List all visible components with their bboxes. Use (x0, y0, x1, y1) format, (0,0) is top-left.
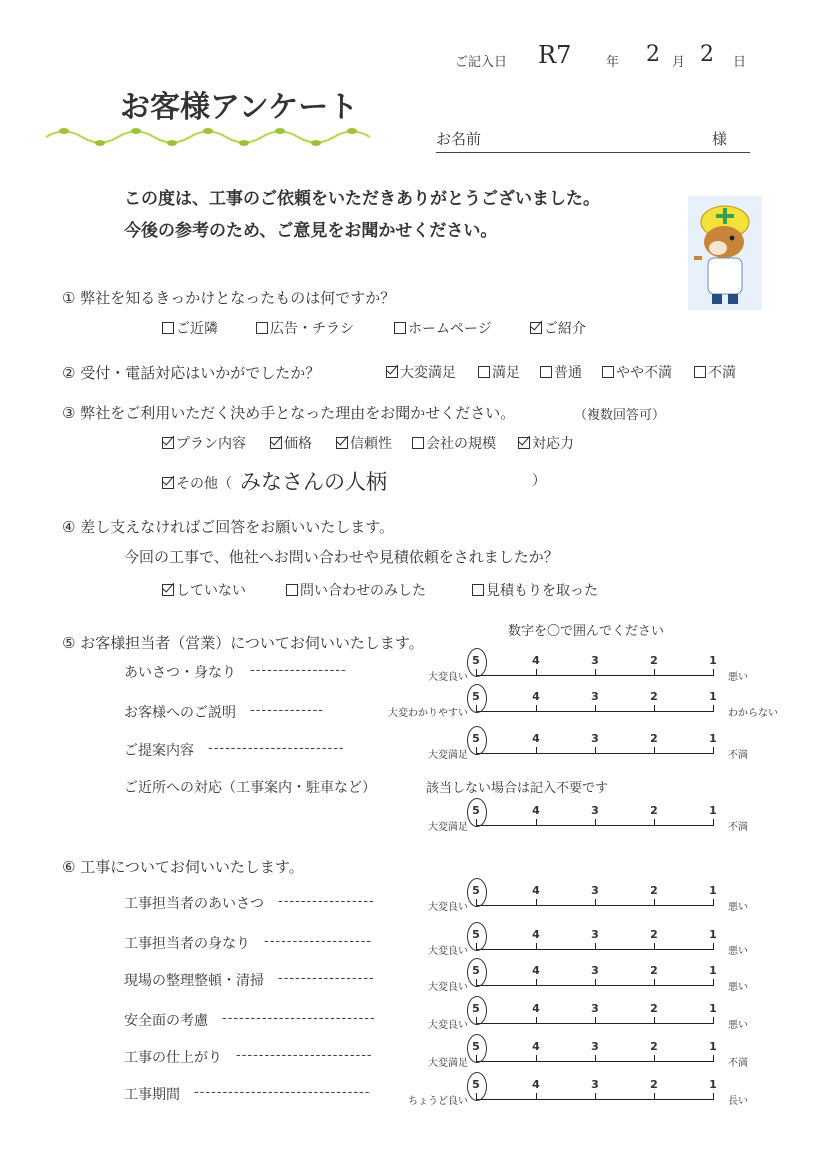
q1-option-label: ご近隣 (176, 321, 218, 337)
q1-option-label: ご紹介 (544, 321, 586, 337)
selected-circle-mark (467, 726, 487, 755)
q6-row-dashes: ------------------------------- (194, 1085, 371, 1100)
scale-tick (654, 1017, 655, 1024)
page-title: お客様アンケート (120, 90, 359, 125)
selected-circle-mark (467, 684, 487, 713)
scale-tick (713, 1093, 714, 1100)
scale-tick (654, 979, 655, 986)
q6-rating-scale[interactable] (472, 884, 717, 906)
q2-checkbox-2[interactable] (540, 366, 552, 378)
q5-row-label: お客様へのご説明 (124, 705, 236, 721)
scale-number[interactable]: 4 (532, 804, 540, 817)
scale-number[interactable]: 4 (532, 690, 540, 703)
q6-rating-scale[interactable] (472, 964, 717, 986)
q1-checkbox-3[interactable] (530, 322, 542, 334)
q3-checkbox-4[interactable] (518, 437, 530, 449)
q3-option-3[interactable] (412, 433, 496, 453)
scale-number[interactable]: 5 (472, 928, 480, 941)
scale-number[interactable]: 1 (709, 732, 717, 745)
selected-circle-mark (467, 958, 487, 987)
q5-row-dashes: ------------------------ (208, 741, 345, 756)
scale-number[interactable]: 1 (709, 654, 717, 667)
q6-row-dashes: ------------------------ (236, 1048, 373, 1063)
scale-tick (654, 705, 655, 712)
q3-option-1[interactable] (270, 433, 312, 453)
q4-option-label: 見積もりを取った (486, 583, 598, 599)
q5-rating-scale[interactable] (472, 690, 717, 712)
q6-row-dashes: ------------------- (264, 934, 373, 949)
q1-option-0[interactable] (162, 318, 218, 338)
q4-checkbox-2[interactable] (472, 584, 484, 596)
q3-option-label: 対応力 (532, 436, 574, 452)
q6-row-label: 現場の整理整頓・清掃 (124, 973, 264, 989)
scale-tick (713, 819, 714, 826)
q5-scale-left-label: 大変満足 (428, 750, 468, 761)
scale-number[interactable]: 2 (650, 804, 658, 817)
month-value-handwritten: 2 (646, 42, 660, 67)
scale-tick (654, 1055, 655, 1062)
vine-decoration (44, 122, 374, 152)
scale-tick (595, 747, 596, 754)
q6-scale-left-label: 大変良い (428, 1020, 468, 1031)
scale-number[interactable]: 3 (591, 690, 599, 703)
scale-number[interactable]: 2 (650, 1002, 658, 1015)
q3-option-label: 信頼性 (350, 436, 392, 452)
scale-tick (654, 669, 655, 676)
scale-tick (654, 943, 655, 950)
scale-tick (713, 943, 714, 950)
scale-tick (595, 1055, 596, 1062)
scale-number[interactable]: 1 (709, 928, 717, 941)
q3-other-close: ） (532, 473, 546, 489)
scale-number[interactable]: 3 (591, 804, 599, 817)
q1-option-label: ホームページ (408, 321, 492, 337)
q4-text: ④ 差し支えなければご回答をお願いいたします。 (62, 518, 395, 536)
scale-number[interactable]: 5 (472, 1040, 480, 1053)
q4-option-0[interactable] (162, 580, 246, 600)
q2-option-label: 満足 (492, 365, 520, 381)
q5-row-dashes: ----------------- (250, 663, 347, 678)
q2-option-1[interactable] (478, 362, 520, 382)
day-unit: 日 (733, 55, 747, 70)
selected-circle-mark (467, 648, 487, 677)
q1-option-2[interactable] (394, 318, 492, 338)
q6-row-label: 工事担当者の身なり (124, 936, 250, 952)
scale-number[interactable]: 1 (709, 964, 717, 977)
mascot-dog-illustration (688, 196, 762, 310)
q5-rating-scale[interactable] (472, 804, 717, 826)
selected-circle-mark (467, 878, 487, 907)
intro-line-1: この度は、工事のご依頼をいただきありがとうございました。 (124, 189, 600, 209)
scale-tick (536, 819, 537, 826)
q4-checkbox-1[interactable] (286, 584, 298, 596)
scale-number[interactable]: 4 (532, 1040, 540, 1053)
scale-number[interactable]: 3 (591, 1078, 599, 1091)
q6-row-dashes: ----------------- (278, 971, 375, 986)
q3-option-label: プラン内容 (176, 436, 246, 452)
q5-scale-right-label: わからない (728, 708, 778, 719)
q1-option-3[interactable] (530, 318, 586, 338)
selected-circle-mark (467, 798, 487, 827)
q5-row-label: あいさつ・身なり (124, 665, 236, 681)
selected-circle-mark (467, 922, 487, 951)
q5-scale-right-label: 悪い (728, 672, 748, 683)
q2-option-4[interactable] (694, 362, 736, 382)
q6-scale-left-label: 大変良い (428, 982, 468, 993)
name-field-line[interactable] (436, 152, 750, 153)
scale-tick (713, 899, 714, 906)
scale-tick (713, 705, 714, 712)
q3-option-2[interactable] (336, 433, 392, 453)
scale-number[interactable]: 4 (532, 654, 540, 667)
q2-option-label: 大変満足 (400, 365, 456, 381)
scale-tick (595, 705, 596, 712)
q6-scale-right-label: 悪い (728, 946, 748, 957)
selected-circle-mark (467, 996, 487, 1025)
q2-option-label: 不満 (708, 365, 736, 381)
scale-tick (654, 899, 655, 906)
q2-option-0[interactable] (386, 362, 456, 382)
q3-option-0[interactable] (162, 433, 246, 453)
scale-number[interactable]: 3 (591, 1002, 599, 1015)
q3-other-handwritten[interactable]: みなさんの人柄 (240, 470, 387, 494)
day-value-handwritten: 2 (700, 42, 714, 67)
intro-line-2: 今後の参考のため、ご意見をお聞かせください。 (124, 221, 498, 241)
scale-number[interactable]: 4 (532, 1078, 540, 1091)
scale-number[interactable]: 2 (650, 654, 658, 667)
scale-number[interactable]: 2 (650, 690, 658, 703)
q6-row-label: 工事期間 (124, 1087, 180, 1103)
q6-row-dashes: ----------------- (278, 894, 375, 909)
q3-option-label: 会社の規模 (426, 436, 496, 452)
q5-extra-note: 該当しない場合は記入不要です (426, 781, 609, 796)
scale-number[interactable]: 5 (472, 690, 480, 703)
scale-tick (536, 1093, 537, 1100)
scale-tick (654, 819, 655, 826)
scale-number[interactable]: 4 (532, 884, 540, 897)
q2-checkbox-0[interactable] (386, 366, 398, 378)
q3-checkbox-3[interactable] (412, 437, 424, 449)
scale-tick (536, 1055, 537, 1062)
scale-number[interactable]: 3 (591, 1040, 599, 1053)
scale-number[interactable]: 3 (591, 928, 599, 941)
q5-instruction: 数字を〇で囲んでください (508, 624, 665, 639)
q3-other-label: その他（ (176, 476, 232, 492)
scale-number[interactable]: 4 (532, 928, 540, 941)
q1-option-label: 広告・チラシ (270, 321, 354, 337)
q1-text: ① 弊社を知るきっかけとなったものは何ですか？ (62, 289, 396, 307)
q6-scale-left-label: ちょうど良い (408, 1096, 468, 1107)
scale-tick (713, 669, 714, 676)
q3-option-label: 価格 (284, 436, 312, 452)
q1-checkbox-2[interactable] (394, 322, 406, 334)
scale-tick (595, 1093, 596, 1100)
q6-scale-left-label: 大変満足 (428, 1058, 468, 1069)
scale-number[interactable]: 3 (591, 964, 599, 977)
scale-tick (536, 979, 537, 986)
q5-scale-left-label: 大変わかりやすい (388, 708, 468, 719)
q4-subquestion: 今回の工事で、他社へお問い合わせや見積依頼をされましたか？ (124, 548, 559, 566)
scale-number[interactable]: 4 (532, 1002, 540, 1015)
date-label: ご記入日 (455, 55, 508, 70)
q1-option-1[interactable] (256, 318, 354, 338)
scale-tick (536, 943, 537, 950)
scale-tick (595, 669, 596, 676)
name-suffix: 様 (712, 130, 728, 148)
q6-scale-left-label: 大変良い (428, 946, 468, 957)
q2-option-3[interactable] (602, 362, 672, 382)
q6-row-label: 工事の仕上がり (124, 1050, 222, 1066)
year-unit: 年 (606, 55, 620, 70)
q3-text: ③ 弊社をご利用いただく決め手となった理由をお聞かせください。 (62, 404, 516, 422)
q5-row-label: ご提案内容 (124, 743, 194, 759)
q1-checkbox-1[interactable] (256, 322, 268, 334)
q4-option-label: していない (176, 583, 246, 599)
scale-tick (713, 1017, 714, 1024)
q5-rating-scale[interactable] (472, 732, 717, 754)
q2-checkbox-3[interactable] (602, 366, 614, 378)
scale-number[interactable]: 5 (472, 1002, 480, 1015)
scale-number[interactable]: 3 (591, 654, 599, 667)
scale-number[interactable]: 4 (532, 964, 540, 977)
scale-number[interactable]: 3 (591, 732, 599, 745)
q1-checkbox-0[interactable] (162, 322, 174, 334)
scale-number[interactable]: 1 (709, 1040, 717, 1053)
q6-scale-right-label: 悪い (728, 1020, 748, 1031)
name-label: お名前 (436, 130, 482, 148)
scale-tick (713, 747, 714, 754)
q3-note: （複数回答可） (574, 408, 666, 423)
q6-row-label: 安全面の考慮 (124, 1013, 208, 1029)
scale-number[interactable]: 1 (709, 804, 717, 817)
selected-circle-mark (467, 1034, 487, 1063)
q6-row-dashes: --------------------------- (222, 1011, 376, 1026)
q4-option-label: 問い合わせのみした (300, 583, 426, 599)
q5-row-dashes: ------------- (250, 703, 324, 718)
q2-option-label: 普通 (554, 365, 582, 381)
scale-number[interactable]: 2 (650, 884, 658, 897)
q2-checkbox-1[interactable] (478, 366, 490, 378)
scale-number[interactable]: 1 (709, 884, 717, 897)
q2-checkbox-4[interactable] (694, 366, 706, 378)
q6-scale-right-label: 悪い (728, 902, 748, 913)
scale-tick (713, 1055, 714, 1062)
scale-number[interactable]: 2 (650, 964, 658, 977)
q3-other-checkbox[interactable] (162, 477, 174, 489)
scale-number[interactable]: 4 (532, 732, 540, 745)
scale-tick (595, 1017, 596, 1024)
scale-number[interactable]: 2 (650, 1078, 658, 1091)
scale-number[interactable]: 1 (709, 690, 717, 703)
scale-tick (536, 1017, 537, 1024)
q4-option-2[interactable] (472, 580, 598, 600)
q4-checkbox-0[interactable] (162, 584, 174, 596)
scale-tick (713, 979, 714, 986)
scale-tick (654, 747, 655, 754)
q6-text: ⑥ 工事についてお伺いいたします。 (62, 858, 304, 876)
scale-number[interactable]: 1 (709, 1078, 717, 1091)
scale-tick (595, 819, 596, 826)
scale-tick (595, 979, 596, 986)
scale-tick (536, 705, 537, 712)
q3-other-option[interactable] (162, 473, 232, 493)
q5-text: ⑤ お客様担当者（営業）についてお伺いいたします。 (62, 634, 424, 652)
scale-number[interactable]: 5 (472, 964, 480, 977)
q3-checkbox-1[interactable] (270, 437, 282, 449)
q6-rating-scale[interactable] (472, 1002, 717, 1024)
selected-circle-mark (467, 1072, 487, 1101)
scale-number[interactable]: 2 (650, 732, 658, 745)
scale-tick (595, 943, 596, 950)
scale-number[interactable]: 5 (472, 732, 480, 745)
q3-checkbox-2[interactable] (336, 437, 348, 449)
scale-tick (536, 747, 537, 754)
scale-number[interactable]: 2 (650, 1040, 658, 1053)
scale-number[interactable]: 5 (472, 884, 480, 897)
q6-rating-scale[interactable] (472, 928, 717, 950)
scale-number[interactable]: 1 (709, 1002, 717, 1015)
scale-tick (536, 669, 537, 676)
q6-scale-right-label: 悪い (728, 982, 748, 993)
q5-scale-right-label: 不満 (728, 822, 748, 833)
scale-tick (654, 1093, 655, 1100)
q5-row-label: ご近所への対応（工事案内・駐車など） (124, 780, 376, 796)
q5-scale-left-label: 大変良い (428, 672, 468, 683)
q2-text: ② 受付・電話対応はいかがでしたか？ (62, 364, 321, 382)
scale-number[interactable]: 3 (591, 884, 599, 897)
scale-number[interactable]: 2 (650, 928, 658, 941)
date-era-handwritten: R7 (538, 41, 572, 69)
q5-scale-left-label: 大変満足 (428, 822, 468, 833)
q3-checkbox-0[interactable] (162, 437, 174, 449)
q2-option-label: やや不満 (616, 365, 672, 381)
q6-rating-scale[interactable] (472, 1078, 717, 1100)
q6-row-label: 工事担当者のあいさつ (124, 896, 264, 912)
scale-tick (595, 899, 596, 906)
scale-number[interactable]: 5 (472, 1078, 480, 1091)
q5-scale-right-label: 不満 (728, 750, 748, 761)
q6-scale-right-label: 不満 (728, 1058, 748, 1069)
q4-option-1[interactable] (286, 580, 426, 600)
q6-scale-right-label: 長い (728, 1096, 748, 1107)
q5-rating-scale[interactable] (472, 654, 717, 676)
month-unit: 月 (672, 55, 686, 70)
q2-option-2[interactable] (540, 362, 582, 382)
q6-rating-scale[interactable] (472, 1040, 717, 1062)
q6-scale-left-label: 大変良い (428, 902, 468, 913)
scale-tick (536, 899, 537, 906)
scale-number[interactable]: 5 (472, 804, 480, 817)
scale-number[interactable]: 5 (472, 654, 480, 667)
q3-option-4[interactable] (518, 433, 574, 453)
